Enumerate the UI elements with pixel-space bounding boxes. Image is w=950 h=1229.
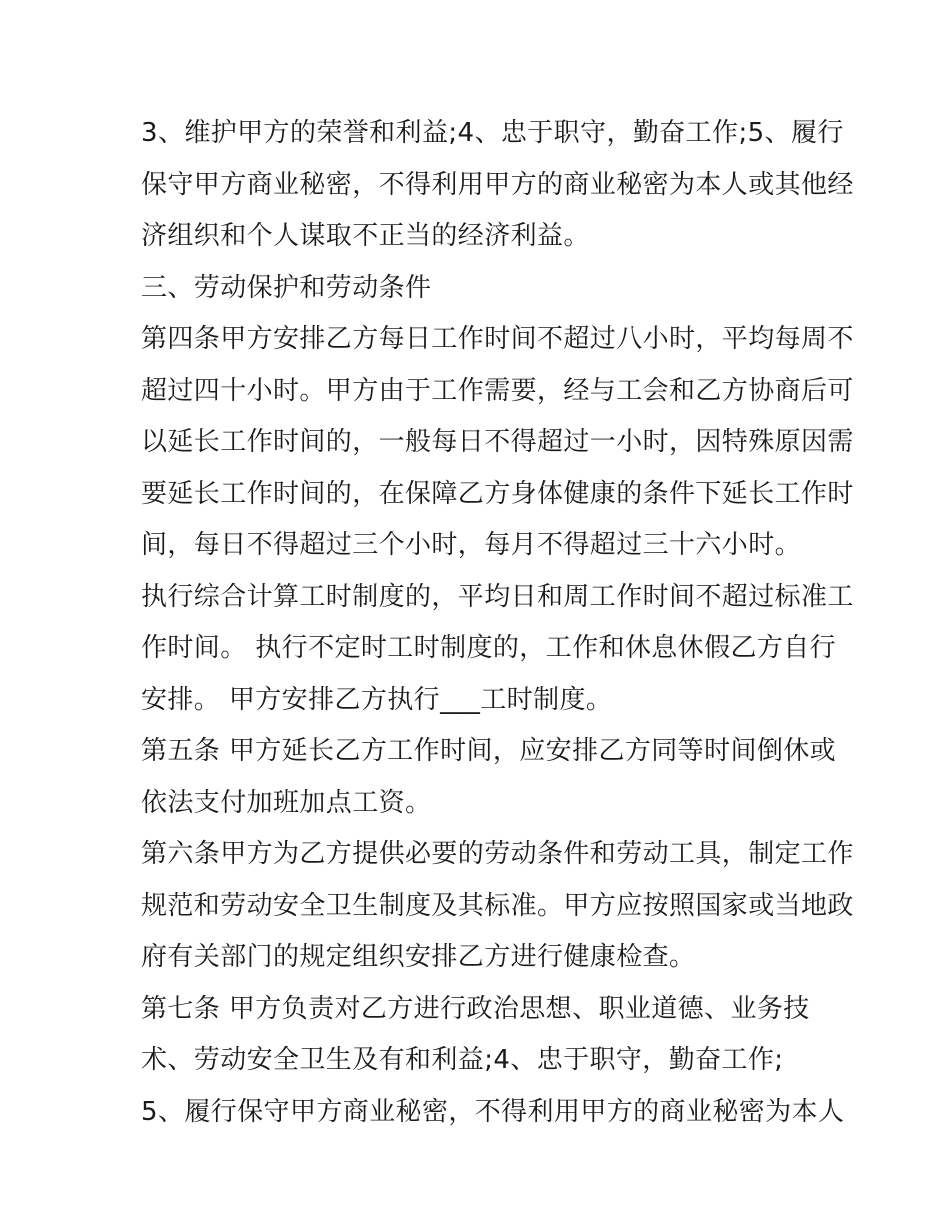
- text-line: 作时间。 执行不定时工时制度的，工作和休息休假乙方自行: [141, 633, 837, 663]
- text-line: 要延长工作时间的，在保障乙方身体健康的条件下延长工作时: [141, 478, 854, 509]
- text-line: 以延长工作时间的，一般每日不得超过一小时，因特殊原因需: [141, 427, 854, 457]
- text-line: 执行综合计算工时制度的，平均日和周工作时间不超过标准工: [141, 581, 854, 612]
- text-line: 第七条 甲方负责对乙方进行政治思想、职业道德、业务技: [141, 993, 810, 1024]
- text-line: 第四条甲方安排乙方每日工作时间不超过八小时，平均每周不: [141, 324, 854, 354]
- text-line: 安排。 甲方安排乙方执行___工时制度。: [141, 684, 613, 715]
- text-line: 5、履行保守甲方商业秘密，不得利用甲方的商业秘密为本人: [141, 1096, 845, 1127]
- text-line: 府有关部门的规定组织安排乙方进行健康检查。: [141, 942, 696, 972]
- text-line: 术、劳动安全卫生及有和利益;4、忠于职守，勤奋工作;: [141, 1045, 784, 1075]
- text-line: 济组织和个人谋取不正当的经济利益。: [141, 221, 590, 251]
- text-line: 保守甲方商业秘密，不得利用甲方的商业秘密为本人或其他经: [141, 169, 854, 200]
- text-line: 依法支付加班加点工资。: [141, 787, 432, 818]
- text-line: 3、维护甲方的荣誉和利益;4、忠于职守，勤奋工作;5、履行: [141, 118, 844, 148]
- text-line: 第五条 甲方延长乙方工作时间，应安排乙方同等时间倒休或: [141, 736, 837, 766]
- text-line: 第六条甲方为乙方提供必要的劳动条件和劳动工具，制定工作: [141, 839, 854, 869]
- text-line: 超过四十小时。甲方由于工作需要，经与工会和乙方协商后可: [141, 375, 854, 406]
- section-heading: 三、劳动保护和劳动条件: [141, 272, 432, 303]
- text-line: 间，每日不得超过三个小时，每月不得超过三十六小时。: [141, 530, 802, 560]
- text-line: 规范和劳动安全卫生制度及其标准。甲方应按照国家或当地政: [141, 890, 854, 921]
- document-body: [141, 108, 854, 1138]
